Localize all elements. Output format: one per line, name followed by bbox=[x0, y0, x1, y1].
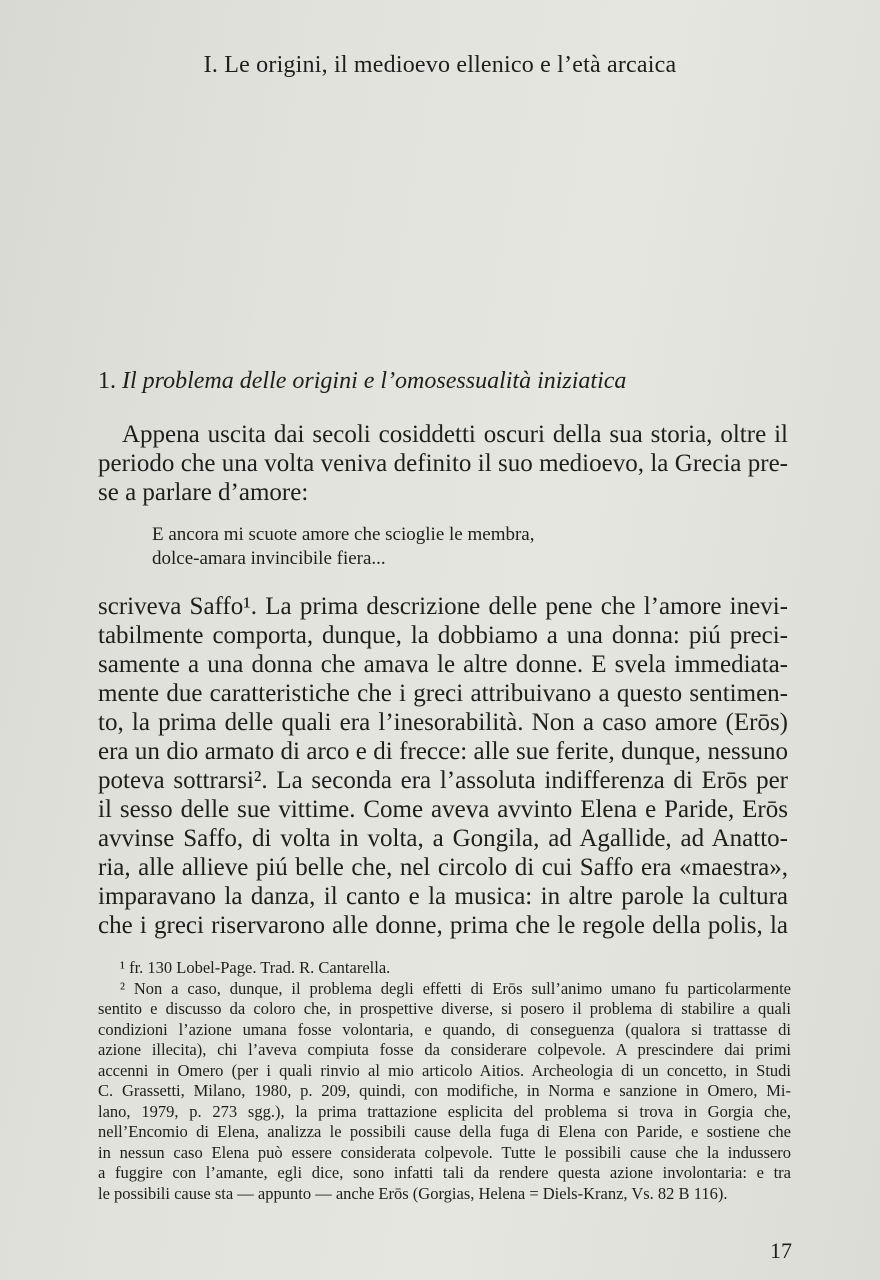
text-line: avvinse Saffo, di volta in volta, a Gongila, ad Agallide, ad Anatto- bbox=[98, 825, 788, 852]
paragraph-main bbox=[98, 592, 788, 940]
text-line: to, la prima delle quali era l’inesorabilità. Non a caso amore (Erōs) bbox=[98, 709, 788, 736]
text-line: scriveva Saffo¹. La prima descrizione delle pene che l’amore inevi- bbox=[98, 593, 788, 620]
footnotes bbox=[98, 958, 791, 1204]
text-line: era un dio armato di arco e di frecce: alle sue ferite, dunque, nessuno bbox=[98, 738, 788, 765]
text-line: poteva sottrarsi². La seconda era l’assoluta indifferenza di Erōs per bbox=[98, 767, 788, 794]
chapter-title: I. Le origini, il medioevo ellenico e l’età arcaica bbox=[203, 52, 677, 78]
text-line: il sesso delle sue vittime. Come aveva avvinto Elena e Paride, Erōs bbox=[98, 796, 788, 823]
footnote-2-line: le possibili cause sta — appunto — anche Erōs (Gorgias, Helena = Diels-Kranz, Vs. 82 B 116). bbox=[98, 1183, 728, 1203]
footnote-2-line: accenni in Omero (per i quali rinvio al mio articolo Aitios. Archeologia di un concetto, in Studi bbox=[98, 1060, 791, 1080]
footnote-2-line: lano, 1979, p. 273 sgg.), la prima trattazione esplicita del problema si trova in Gorgia che, bbox=[98, 1101, 791, 1121]
text-line: imparavano la danza, il canto e la musica: in altre parole la cultura bbox=[98, 883, 788, 910]
text-line: tabilmente comporta, dunque, la dobbiamo a una donna: piú preci- bbox=[98, 622, 788, 649]
quote-line: dolce-amara invincibile fiera... bbox=[152, 548, 386, 569]
paragraph-intro bbox=[98, 420, 788, 507]
text-line: samente a una donna che amava le altre donne. E svela immediata- bbox=[98, 651, 788, 678]
footnote-1: ¹ fr. 130 Lobel-Page. Trad. R. Cantarella. bbox=[120, 958, 391, 977]
section-heading bbox=[98, 368, 798, 395]
sappho-quote bbox=[152, 523, 652, 571]
footnote-2-line: sentito e discusso da coloro che, in prospettive diverse, si posero il problema di stabilire a quali bbox=[98, 999, 791, 1018]
footnote-2-line: nell’Encomio di Elena, analizza le possibili cause della fuga di Elena con Paride, e sostiene che bbox=[98, 1122, 791, 1141]
quote-line: E ancora mi scuote amore che scioglie le membra, bbox=[152, 524, 535, 545]
footnote-2-line: a fuggire con l’amante, egli dice, sono infatti tali da rendere questa azione involontaria: e tra bbox=[98, 1163, 791, 1182]
section-number: 1. bbox=[98, 368, 116, 394]
page-number: 17 bbox=[770, 1238, 792, 1263]
section-title: Il problema delle origini e l’omosessualità iniziatica bbox=[122, 368, 627, 394]
footnote-2-line: azione illecita), chi l’aveva compiuta fosse da considerare colpevole. A prescindere dai primi bbox=[98, 1040, 791, 1059]
footnote-2-line: in nessun caso Elena può essere considerata colpevole. Tutte le possibili cause che la indussero bbox=[98, 1142, 791, 1162]
text-line: che i greci riservarono alle donne, prima che le regole della polis, la bbox=[98, 912, 788, 939]
text-line: se a parlare d’amore: bbox=[98, 479, 309, 506]
footnote-2-line: ² Non a caso, dunque, il problema degli effetti di Erōs sull’animo umano fu particolarmente bbox=[120, 978, 791, 998]
text-line: Appena uscita dai secoli cosiddetti oscuri della sua storia, oltre il bbox=[122, 421, 788, 448]
text-line: periodo che una volta veniva definito il suo medioevo, la Grecia pre- bbox=[98, 450, 788, 477]
footnote-2-line: C. Grassetti, Milano, 1980, p. 209, quindi, con modifiche, in Norma e sanzione in Omero, Mi- bbox=[98, 1081, 791, 1100]
footnote-2-line: condizioni l’azione umana fosse volontaria, e quando, di conseguenza (qualora si trattasse di bbox=[98, 1019, 791, 1039]
text-line: ria, alle allieve piú belle che, nel circolo di cui Saffo era «maestra», bbox=[98, 854, 788, 881]
text-line: mente due caratteristiche che i greci attribuivano a questo sentimen- bbox=[98, 680, 788, 707]
